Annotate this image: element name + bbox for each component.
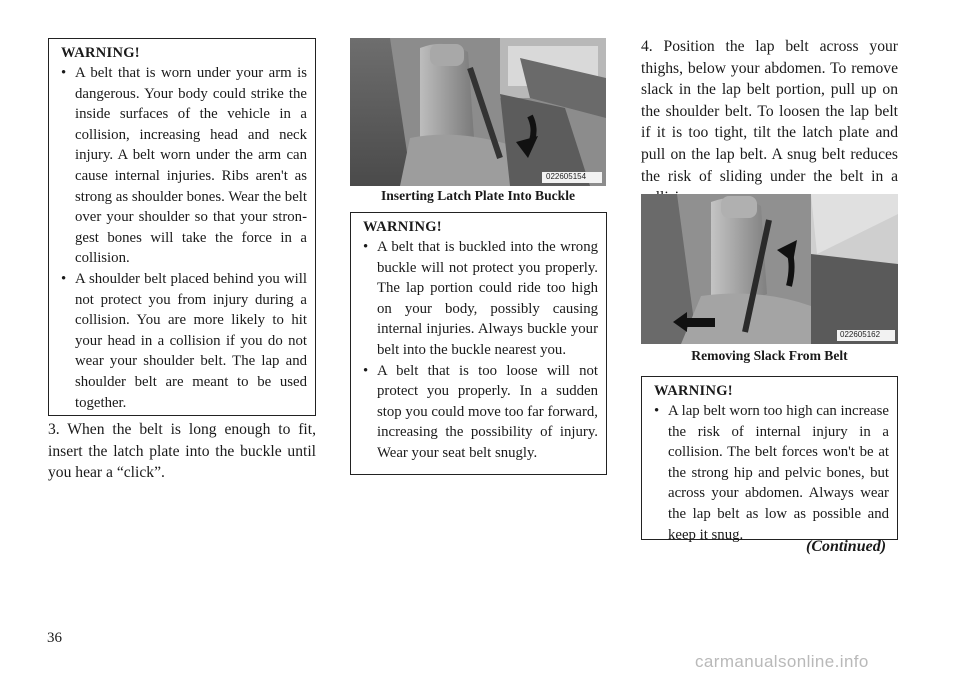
column-left (48, 38, 316, 484)
footer-watermark: carmanualsonline.info (695, 652, 869, 671)
warning-list (61, 63, 307, 413)
figure-code: 022605162 (840, 330, 881, 339)
warning-box-1 (48, 38, 316, 416)
column-right (641, 36, 898, 209)
page-number: 36 (47, 630, 62, 646)
warning-box-2 (350, 212, 607, 475)
warning-list (363, 237, 598, 464)
warning-list (654, 401, 889, 545)
step-4-text: 4. Position the lap belt across your thighs, below your abdomen. To remove slack in the lap belt portion, pull up on the shoulder belt. To loosen the lap belt if it is too tight, tilt the latch plate and pull on the lap belt. A snug belt reduces the risk of sliding under the belt in a (641, 38, 898, 185)
warning-bullet: • A lap belt worn too high can increase the risk of internal injury in a collision. The belt forces won't be at the strong hip and pelvic bones, but across your abdomen. Always wear the lap belt as low as possible and keep it snug. (654, 401, 889, 545)
warning-title: WARNING! (654, 383, 733, 399)
figure-caption: Inserting Latch Plate Into Buckle (380, 188, 576, 203)
column-right-warning (641, 376, 898, 543)
warning-bullet: • A shoulder belt placed behind you will not protect you from injury during a collision. You are more likely to hit your head in a collision if you do not wear your shoulder belt. The lap and shoulder belt are meant to be used together. (61, 269, 307, 413)
seat-latch-illustration (350, 38, 606, 186)
figure-inserting-latch-plate (350, 38, 606, 186)
warning-title: WARNING! (363, 219, 442, 235)
warning-bullet: • A belt that is buckled into the wrong buckle will not protect you properly. The lap portion could ride too high on your body, possibly causing internal injuries. Always buckle your belt into the buckle nearest you. (363, 237, 598, 361)
step-3-text: 3. When the belt is long enough to fit, insert the latch plate into the buckle until you hear a “click”. (48, 421, 316, 482)
warning-bullet: • A belt that is too loose will not protect you properly. In a sudden stop you could move too far forward, increasing the possibility of injury. Wear your seat belt snugly. (363, 361, 598, 464)
seat-slack-illustration (641, 194, 898, 344)
warning-title: WARNING! (61, 45, 140, 61)
warning-bullet: • A belt that is worn under your arm is dangerous. Your body could strike the inside surfaces of the vehicle in a collision, increasing head and neck injury. A belt worn under the arm can cause internal injuries. Ribs aren't as strong as shoulder bones. Wear the belt over your shoulder so that your strongest bones will take the force in a collision. (61, 63, 307, 269)
warning-box-3 (641, 376, 898, 543)
figure-caption: Removing Slack From Belt (691, 348, 848, 363)
figure-removing-slack (641, 194, 898, 344)
figure-code: 022605154 (546, 172, 587, 181)
continued-label: (Continued) (806, 538, 887, 555)
column-middle (350, 212, 607, 475)
